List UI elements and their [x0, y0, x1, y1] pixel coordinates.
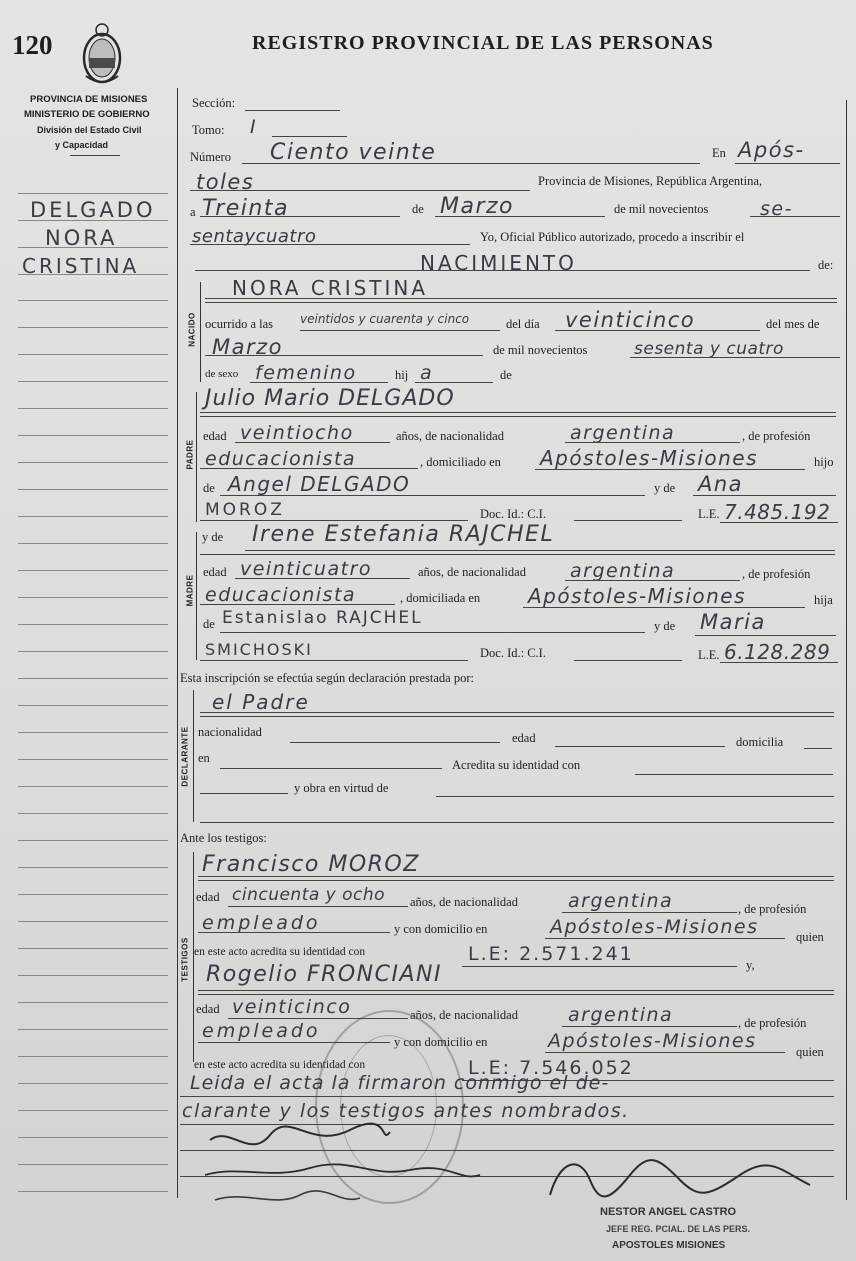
- a-label: a: [190, 205, 196, 219]
- padre-domicilio-value: Apóstoles-Misiones: [540, 446, 759, 470]
- place-part2: toles: [196, 170, 255, 194]
- madre-edad-label: edad: [203, 565, 227, 579]
- madre-profesion-value: educacionista: [205, 584, 357, 606]
- de-colon: de:: [818, 258, 834, 272]
- madre-profesion-label: , de profesión: [742, 567, 811, 581]
- declarante-value: el Padre: [212, 690, 310, 714]
- declarante-obra-label: y obra en virtud de: [294, 781, 389, 795]
- declarante-nacionalidad-label: nacionalidad: [198, 725, 262, 739]
- padre-nacionalidad-label: años, de nacionalidad: [396, 429, 504, 443]
- madre-mother-part1: Maria: [700, 610, 766, 634]
- madre-father-name: Estanislao RAJCHEL: [222, 608, 423, 628]
- sexo-value: femenino: [255, 362, 357, 384]
- padre-mother-part1: Ana: [698, 472, 744, 496]
- del-mes-label: del mes de: [766, 317, 820, 331]
- testigo2-nac: argentina: [568, 1004, 674, 1026]
- padre-section-label: PADRE: [185, 439, 195, 470]
- authority-line-1: PROVINCIA DE MISIONES: [30, 94, 148, 105]
- hour-value: veintidos y cuarenta y cinco: [300, 312, 470, 326]
- padre-profesion-label: , de profesión: [742, 429, 811, 443]
- seccion-label: Sección:: [192, 96, 236, 110]
- act-type: NACIMIENTO: [420, 251, 577, 275]
- declarante-edad-label: edad: [512, 731, 536, 745]
- signature-marks: [190, 1120, 490, 1220]
- declarante-section-label: DECLARANTE: [180, 726, 190, 787]
- testigo2-acredita-label: en este acto acredita su identidad con: [194, 1059, 366, 1071]
- madre-le-label: L.E.: [698, 648, 720, 662]
- document-title: REGISTRO PROVINCIAL DE LAS PERSONAS: [252, 32, 714, 54]
- closing-line-2: clarante y los testigos antes nombrados.: [182, 1100, 630, 1122]
- testigo1-edad-label: edad: [196, 890, 220, 904]
- padre-nacionalidad-value: argentina: [570, 422, 676, 444]
- madre-hija-label: hija: [814, 593, 833, 607]
- madre-edad-value: veinticuatro: [240, 558, 372, 580]
- testigo2-name: Rogelio FRONCIANI: [206, 962, 442, 987]
- testigo2-edad: veinticinco: [232, 996, 352, 1018]
- ocurrido-label: ocurrido a las: [205, 317, 274, 331]
- testigo1-prof-label: , de profesión: [738, 902, 807, 916]
- padre-name: Julio Mario DELGADO: [205, 386, 455, 411]
- padre-profesion-value: educacionista: [205, 448, 357, 470]
- testigo2-nac-label: años, de nacionalidad: [410, 1008, 518, 1022]
- page-number: 120: [12, 30, 53, 60]
- madre-name: Irene Estefania RAJCHEL: [252, 522, 555, 547]
- testigo1-name: Francisco MOROZ: [202, 852, 420, 877]
- province-text: Provincia de Misiones, República Argentina,: [538, 174, 763, 188]
- madre-mother-part2: SMICHOSKI: [205, 640, 313, 659]
- declarante-intro: Esta inscripción se efectúa según declaración prestada por:: [180, 671, 474, 685]
- testigo2-id: L.E: 7.546.052: [468, 1057, 634, 1079]
- hij-suffix: a: [420, 362, 434, 384]
- padre-de-label: de: [203, 481, 215, 495]
- madre-nacionalidad-label: años, de nacionalidad: [418, 565, 526, 579]
- day-value: Treinta: [202, 196, 289, 221]
- declarante-acredita-label: Acredita su identidad con: [452, 758, 581, 772]
- testigo1-nac: argentina: [568, 890, 674, 912]
- madre-section-label: MADRE: [185, 574, 195, 607]
- madre-domicilio-label: , domiciliada en: [400, 591, 481, 605]
- year-part2: sentaycuatro: [192, 226, 317, 247]
- testigo2-quien: quien: [796, 1045, 824, 1059]
- hij-label: hij: [395, 368, 409, 382]
- de-label: de: [412, 202, 424, 216]
- testigo1-y: y,: [746, 958, 755, 972]
- padre-mother-part2: MOROZ: [205, 500, 285, 520]
- nacido-year-value: sesenta y cuatro: [634, 339, 784, 359]
- stamp-line-1: NESTOR ANGEL CASTRO: [600, 1206, 737, 1218]
- stamp-line-3: APOSTOLES MISIONES: [612, 1240, 726, 1251]
- padre-edad-label: edad: [203, 429, 227, 443]
- year-part1: se-: [760, 198, 793, 220]
- testigo2-prof: empleado: [202, 1020, 321, 1042]
- testigo1-dom: Apóstoles-Misiones: [550, 916, 759, 938]
- testigo1-dom-label: y con domicilio en: [394, 922, 488, 936]
- numero-label: Número: [190, 150, 231, 164]
- testigo1-nac-label: años, de nacionalidad: [410, 895, 518, 909]
- testigo2-edad-label: edad: [196, 1002, 220, 1016]
- numero-value: Ciento veinte: [270, 140, 437, 165]
- testigo1-quien: quien: [796, 930, 824, 944]
- testigo1-acredita-label: en este acto acredita su identidad con: [194, 946, 366, 958]
- padre-edad-value: veintiocho: [240, 422, 354, 444]
- nacido-month-value: Marzo: [212, 335, 283, 359]
- tomo-label: Tomo:: [192, 123, 225, 137]
- madre-domicilio-value: Apóstoles-Misiones: [528, 584, 747, 608]
- declarante-domicilio-label: domicilia: [736, 735, 784, 749]
- madre-y-de2-label: y de: [654, 619, 676, 633]
- officer-signature: [540, 1150, 820, 1210]
- en-label: En: [712, 146, 726, 160]
- testigo1-prof: empleado: [202, 912, 321, 934]
- stamp-line-2: JEFE REG. PCIAL. DE LAS PERS.: [606, 1224, 751, 1234]
- madre-nacionalidad-value: argentina: [570, 560, 676, 582]
- padre-le-value: 7.485.192: [724, 500, 831, 524]
- authority-line-3: División del Estado Civil: [37, 125, 142, 135]
- year-prefix: de mil novecientos: [614, 202, 709, 216]
- testigo2-dom: Apóstoles-Misiones: [548, 1030, 757, 1052]
- testigo2-dom-label: y con domicilio en: [394, 1035, 488, 1049]
- tomo-value: I: [250, 116, 258, 138]
- padre-doc-label: Doc. Id.: C.I.: [480, 507, 546, 521]
- del-dia-label: del día: [506, 317, 540, 331]
- nacido-section-label: NACIDO: [187, 312, 197, 347]
- testigo1-id: L.E: 2.571.241: [468, 943, 634, 965]
- padre-hijo-label: hijo: [814, 455, 834, 469]
- testigos-intro: Ante los testigos:: [180, 831, 267, 845]
- coat-of-arms-emblem: [78, 18, 126, 88]
- nacido-name: NORA CRISTINA: [232, 276, 429, 300]
- nacido-day-value: veinticinco: [565, 308, 696, 332]
- authority-line-2: MINISTERIO DE GOBIERNO: [24, 109, 150, 120]
- madre-le-value: 6.128.289: [724, 640, 831, 664]
- padre-le-label: L.E.: [698, 507, 720, 521]
- authority-line-4: y Capacidad: [55, 140, 109, 150]
- month-value: Marzo: [440, 194, 515, 219]
- margin-second-name: CRISTINA: [22, 254, 140, 278]
- margin-surname: DELGADO: [30, 198, 156, 222]
- declarante-en-label: en: [198, 751, 210, 765]
- sexo-label: de sexo: [205, 368, 239, 380]
- official-text: Yo, Oficial Público autorizado, procedo a inscribir el: [480, 230, 745, 244]
- closing-line-1: Leida el acta la firmaron conmigo el de-: [190, 1072, 610, 1094]
- madre-de-label: de: [203, 617, 215, 631]
- padre-y-de-label: y de: [654, 481, 676, 495]
- testigo1-edad: cincuenta y ocho: [232, 885, 386, 905]
- madre-y-de-label: y de: [202, 530, 224, 544]
- place-part1: Após-: [738, 138, 805, 162]
- nacido-de-label: de: [500, 368, 512, 382]
- margin-first-name: NORA: [45, 226, 118, 250]
- padre-father-name: Angel DELGADO: [228, 472, 411, 496]
- padre-domicilio-label: , domiciliado en: [420, 455, 501, 469]
- testigo2-prof-label: , de profesión: [738, 1016, 807, 1030]
- madre-doc-label: Doc. Id.: C.I.: [480, 646, 546, 660]
- nacido-year-label: de mil novecientos: [493, 343, 588, 357]
- testigos-section-label: TESTIGOS: [180, 937, 190, 982]
